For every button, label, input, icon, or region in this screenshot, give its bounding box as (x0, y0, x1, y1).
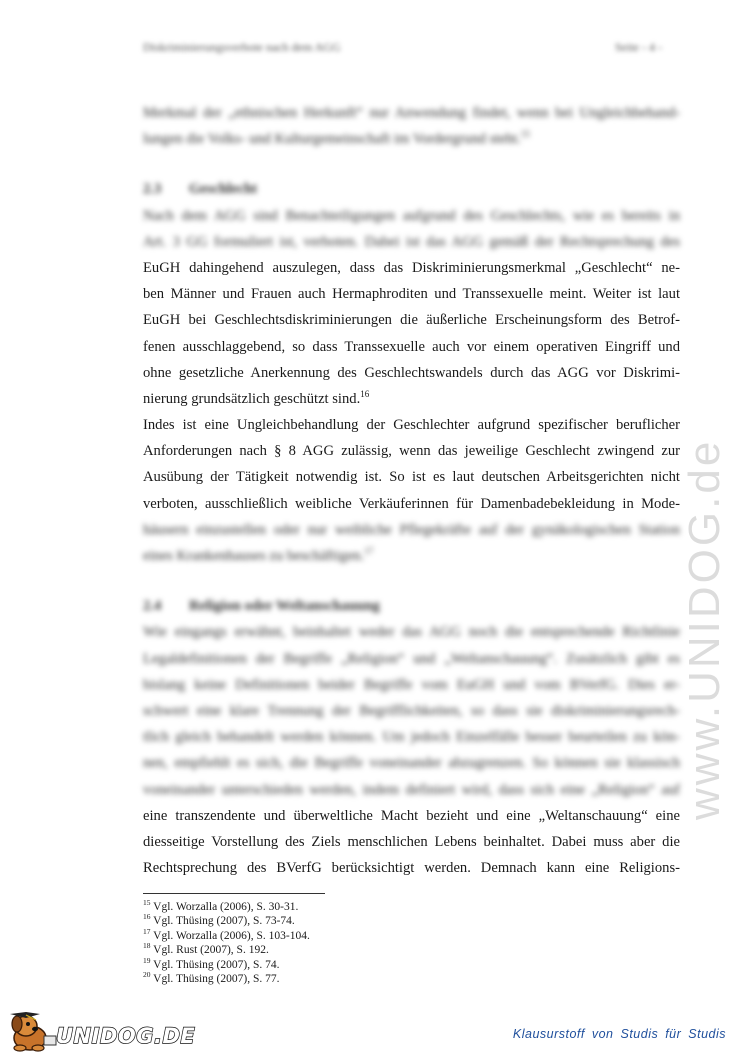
header-title: Diskriminierungsverbote nach dem AGG (143, 40, 341, 54)
unidog-logo[interactable] (6, 1010, 196, 1054)
gender-paragraph-blurred (143, 203, 680, 255)
footnote: $^{18}$ Vgl. Rust (2007), S. 192. (143, 941, 269, 957)
section-number: 2.4 (143, 598, 162, 615)
footnote: $^{15}$ Vgl. Worzalla (2006), S. 30-31. (143, 898, 299, 913)
footnote-ref: 16 (360, 389, 370, 400)
text-line: bislang keine Definitionen beider Begriffe vom EuGH und vom BVerfG. Dies er- (143, 676, 680, 693)
religion-paragraph (143, 803, 680, 882)
section-title: Geschlecht (189, 181, 258, 198)
text-line: eine transzendente und überweltliche Macht bezieht und eine „Weltanschauung“ eine (143, 807, 680, 824)
footnote-divider (143, 893, 325, 894)
section-title: Religion oder Weltanschauung (189, 598, 380, 615)
text-line: Legaldefinitionen der Begriffe „Religion“ und „Weltanschauung“. Zusätzlich gibt es (143, 650, 680, 667)
dog-mascot-icon (6, 1010, 60, 1054)
footnote: $^{20}$ Vgl. Thüsing (2007), S. 77. (143, 970, 280, 986)
gender-paragraph (143, 255, 680, 517)
text-line: nen, empfiehlt es sich, die Begriffe voneinander abzugrenzen. So können sie klassisch (143, 755, 680, 772)
text-line: ohne gesetzliche Anerkennung des Geschlechtswandels durch das AGG vor Diskrimi- (143, 364, 680, 381)
page-body (143, 100, 680, 881)
tagline: Klausurstoff von Studis für Studis (512, 1027, 726, 1041)
page-header (143, 40, 662, 62)
footnote: $^{16}$ Vgl. Thüsing (2007), S. 73-74. (143, 912, 295, 928)
text-line: EuGH dahingehend auszulegen, dass das Diskriminierungsmerkmal „Geschlecht“ ne- (143, 259, 680, 276)
text-line: Ausübung der Tätigkeit notwendig ist. So ist es laut deutschen Arbeitsgerichten nicht (143, 469, 680, 486)
section-heading-gender (143, 176, 680, 202)
text-line: lungen die Volks- und Kulturgemeinschaft im Vordergrund steht.$^{15}$ (143, 129, 530, 148)
footnote-ref: 17 (364, 546, 374, 557)
text-line: Indes ist eine Ungleichbehandlung der Geschlechter aufgrund spezifischer beruflicher (143, 417, 680, 434)
text-line: fenen ausschlaggebend, so dass Transsexuelle auch vor einem operativen Eingriff und (143, 338, 680, 355)
text-line: Rechtsprechung des BVerfG berücksichtigt werden. Demnach kann eine Religions- (143, 860, 680, 877)
religion-paragraph-blurred (143, 619, 680, 802)
text-line: eines Krankenhauses zu beschäftigen.$^{17}$ (143, 546, 374, 564)
text-line: nierung grundsätzlich geschützt sind.$^{16}$ (143, 389, 370, 407)
footnote: $^{17}$ Vgl. Worzalla (2006), S. 103-104. (143, 926, 310, 942)
text-line: Wie eingangs erwähnt, beinhaltet weder das AGG noch die entsprechende Richtlinie (143, 624, 680, 641)
footnote: $^{19}$ Vgl. Thüsing (2007), S. 74. (143, 955, 280, 971)
text-line: Art. 3 GG formuliert ist, verboten. Dabei ist das AGG gemäß der Rechtsprechung des (143, 233, 680, 250)
gender-paragraph-blurred-2 (143, 517, 680, 569)
footnote-ref: 15 (520, 129, 530, 140)
text-line: häusern einzustellen oder nur weibliche Pflegekräfte auf der gynäkologischen Station (143, 521, 680, 538)
text-line: Nach dem AGG sind Benachteiligungen aufgrund des Geschlechts, wie es bereits in (143, 207, 680, 224)
text-line: voneinander unterschieden werden, indem definiert wird, dass sich eine „Religion“ auf (143, 781, 680, 798)
section-number: 2.3 (143, 181, 162, 198)
footnotes (143, 900, 310, 986)
intro-paragraph (143, 100, 680, 152)
logo-text: UNIDOG.DE (56, 1024, 196, 1048)
text-line: schwert eine klare Trennung der Begrifflichkeiten, so dass sie diskriminierungsrech- (143, 702, 680, 719)
text-line: tlich gleich behandelt werden können. Um jedoch Einzelfälle besser beurteilen zu kön- (143, 729, 680, 746)
watermark: www.UNIDOG.de (680, 438, 729, 820)
text-line: Merkmal der „ethnischen Herkunft“ nur Anwendung findet, wenn bei Ungleichbehand- (143, 105, 680, 121)
text-line: diesseitige Vorstellung des Ziels menschlichen Lebens beinhaltet. Dabei muss aber die (143, 833, 680, 850)
text-line: ben Männer und Frauen auch Hermaphroditen und Transsexuelle meint. Weiter ist laut (143, 286, 680, 303)
text-line: Anforderungen nach § 8 AGG zulässig, wenn das jeweilige Geschlecht zwingend zur (143, 443, 680, 460)
section-heading-religion (143, 593, 680, 619)
header-page-number: Seite - 4 - (615, 40, 662, 54)
text-line: EuGH bei Geschlechtsdiskriminierungen die äußerliche Erscheinungsform des Betrof- (143, 312, 680, 329)
text-line: verboten, ausschließlich weibliche Verkäuferinnen für Damenbadebekleidung in Mode- (143, 495, 680, 512)
